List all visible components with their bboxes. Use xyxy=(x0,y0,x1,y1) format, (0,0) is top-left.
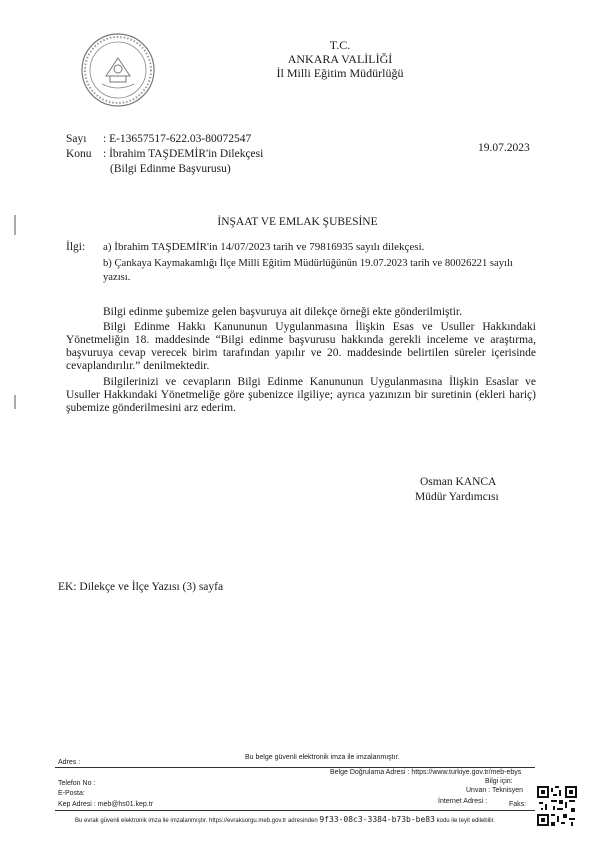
konu-value-line2: (Bilgi Edinme Başvurusu) xyxy=(110,163,231,175)
verification-code: 9f33-08c3-3384-b73b-be83 xyxy=(319,815,435,824)
footer-internet-label: İnternet Adresi : xyxy=(438,798,488,805)
header-tc: T.C. xyxy=(329,38,351,52)
paragraph-3: Bilgilerinizi ve cevapların Bilgi Edinme Kanununun Uygulanmasına İlişkin Esaslar ve Usuller Hakkındaki Yönetmeliğe göre şubenizce ilgiliye; ayrıca yazınızın bir suretinin (ekleri hariç) şubemize gönderilmesini arz ederim. xyxy=(66,376,536,414)
qr-code xyxy=(537,786,577,826)
ilgi-label: İlgi: xyxy=(66,241,86,253)
attachment-note: EK: Dilekçe ve İlçe Yazısı (3) sayfa xyxy=(58,581,224,593)
paragraph-2: Bilgi Edinme Hakkı Kanununun Uygulanmasına İlişkin Esas ve Usuller Hakkındaki Yönetmeliğin 18. maddesinde “Bilgi edinme başvurusu hakkında gerekli inceleme ve araştırma, başvuruya cevap verecek birim tarafından yapılır ve 20. maddesinde belirtilen süreler içerisinde cevaplandırılır.” denilmektedir. xyxy=(66,321,536,372)
footer-kep-address: Kep Adresi : meb@hs01.kep.tr xyxy=(58,801,154,808)
scan-mark xyxy=(14,395,16,409)
paragraph-1: Bilgi edinme şubemize gelen başvuruya ait dilekçe örneği ekte gönderilmiştir. xyxy=(103,306,462,318)
sayi-label: Sayı xyxy=(66,133,87,145)
ilgi-b-line2: yazısı. xyxy=(103,272,131,283)
sayi-value: : E-13657517-622.03-80072547 xyxy=(103,133,252,145)
footer-email-label: E-Posta: xyxy=(58,790,85,797)
footer-verification-note xyxy=(75,816,495,825)
footer-title: Unvan : Teknisyen xyxy=(466,787,524,794)
footer-divider-bottom xyxy=(55,810,535,811)
addressee: İNŞAAT VE EMLAK ŞUBESİNE xyxy=(217,216,378,228)
footer-verification-prefix: Bu evrak güvenli elektronik imza ile imzalanmıştır. https://evraksorgu.meb.gov.tr adresinden xyxy=(75,818,318,824)
document-date: 19.07.2023 xyxy=(478,142,530,154)
footer-address-label: Adres : xyxy=(58,759,81,766)
footer-verification-suffix: kodu ile teyit edilebilir. xyxy=(436,818,495,824)
konu-label: Konu xyxy=(66,148,92,160)
signer-title: Müdür Yardımcısı xyxy=(415,491,499,503)
header-directorate: İl Milli Eğitim Müdürlüğü xyxy=(276,66,404,80)
ilgi-b-line1: b) Çankaya Kaymakamlığı İlçe Milli Eğitim Müdürlüğünün 19.07.2023 tarih ve 80026221 sayılı xyxy=(103,258,513,269)
konu-value: : İbrahim TAŞDEMİR'in Dilekçesi xyxy=(103,148,264,160)
ilgi-a: a) İbrahim TAŞDEMİR'in 14/07/2023 tarih ve 79816935 sayılı dilekçesi. xyxy=(103,241,425,253)
footer-fax-label: Faks: xyxy=(509,801,527,808)
signer-name: Osman KANCA xyxy=(420,476,497,488)
footer-verification-url: Belge Doğrulama Adresi : https://www.turkiye.gov.tr/meb-ebys xyxy=(330,769,522,776)
scan-mark xyxy=(14,215,16,235)
ministry-seal-logo xyxy=(80,32,156,108)
footer-phone-label: Telefon No : xyxy=(58,780,96,787)
footer-secure-signature: Bu belge güvenli elektronik imza ile imzalanmıştır. xyxy=(245,754,400,761)
footer-info-label: Bilgi için: xyxy=(485,778,513,785)
header-governorship: ANKARA VALİLİĞİ xyxy=(287,52,393,66)
